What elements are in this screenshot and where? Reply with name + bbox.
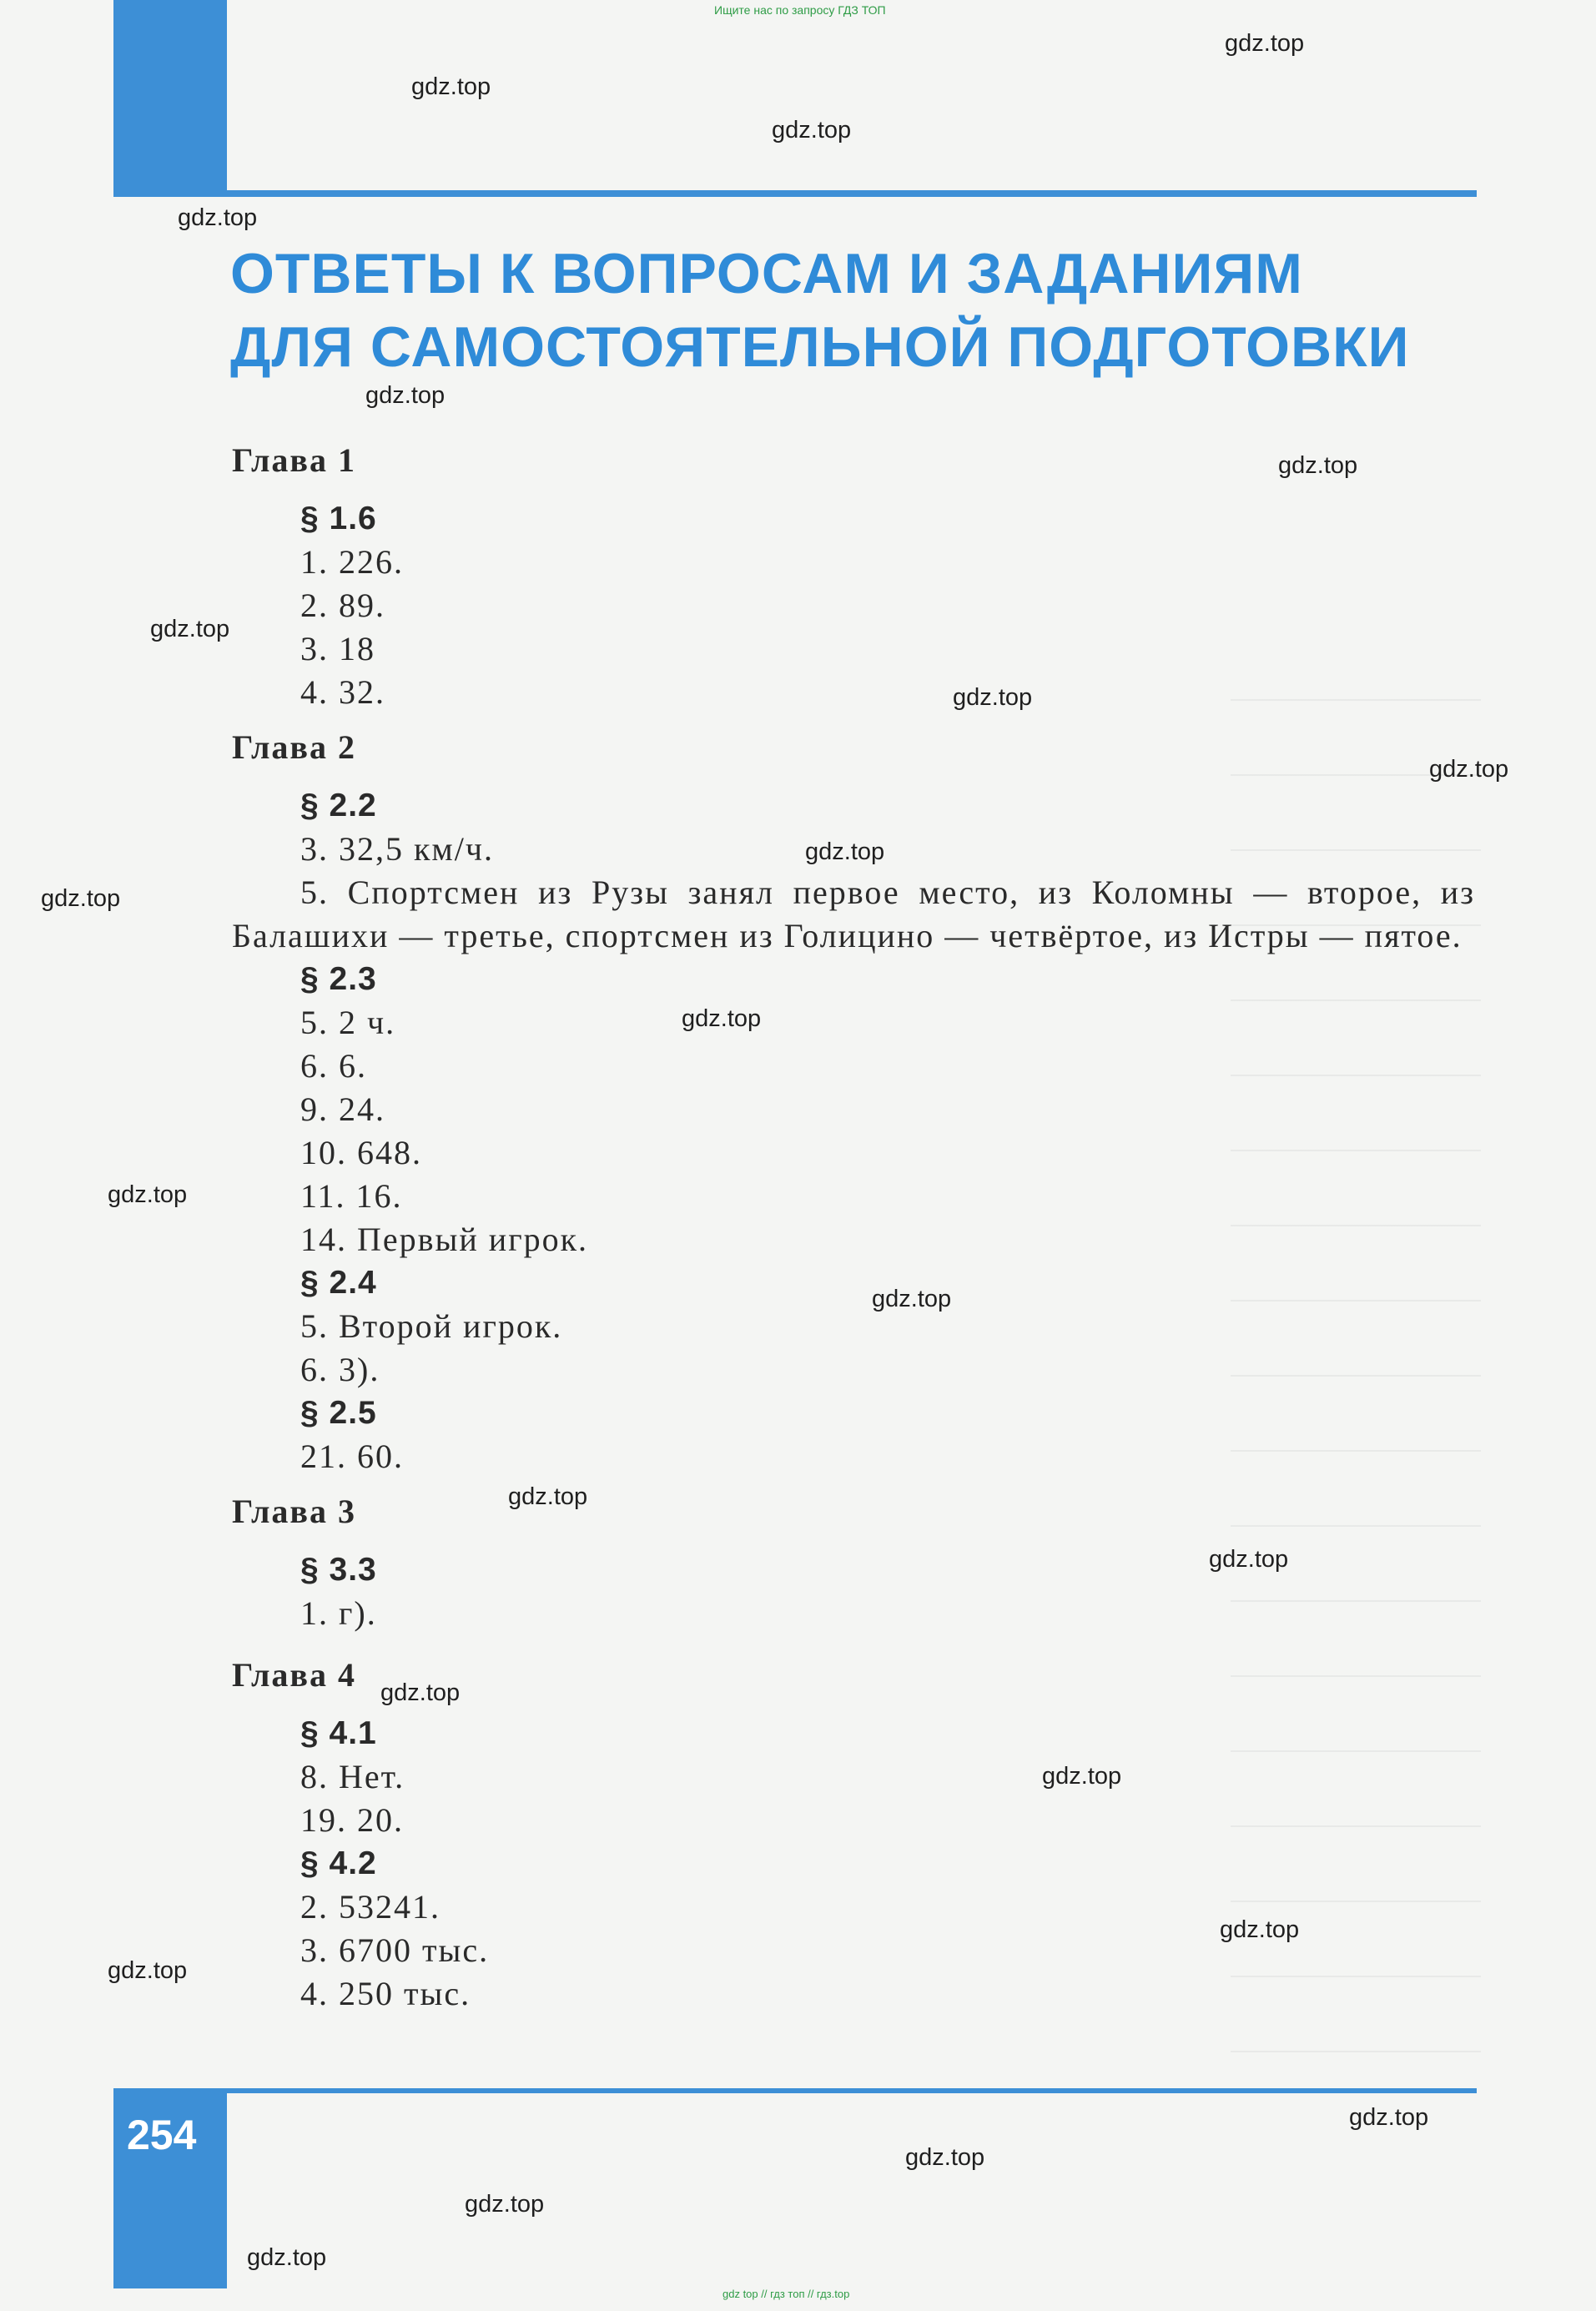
top-notice: Ищите нас по запросу ГДЗ ТОП — [714, 3, 886, 17]
section-heading: § 2.5 — [300, 1395, 377, 1431]
answer-line: 6. 6. — [300, 1047, 367, 1085]
answers-content — [232, 430, 1475, 2016]
section-heading: § 2.4 — [300, 1265, 377, 1301]
watermark: gdz.top — [380, 1679, 461, 1706]
watermark: gdz.top — [953, 684, 1033, 711]
chapter-heading: Глава 1 — [232, 441, 356, 479]
watermark: gdz.top — [108, 1181, 188, 1208]
watermark: gdz.top — [1349, 2104, 1429, 2131]
watermark: gdz.top — [682, 1005, 762, 1032]
answer-line: 6. 3). — [300, 1351, 380, 1388]
bottom-divider — [113, 2088, 1477, 2093]
top-divider — [113, 190, 1477, 197]
answer-line: 1. г). — [300, 1594, 377, 1632]
title-line-2: ДЛЯ САМОСТОЯТЕЛЬНОЙ ПОДГОТОВКИ — [230, 315, 1410, 379]
answer-line: 19. 20. — [300, 1801, 404, 1839]
answer-line: 4. 250 тыс. — [300, 1975, 471, 2012]
watermark: gdz.top — [1225, 30, 1305, 57]
watermark: gdz.top — [108, 1957, 188, 1984]
answer-line: 1. 226. — [300, 543, 404, 581]
answer-line: 21. 60. — [300, 1437, 404, 1475]
watermark: gdz.top — [365, 382, 446, 409]
watermark: gdz.top — [178, 204, 258, 231]
watermark: gdz.top — [1220, 1916, 1300, 1943]
answer-line: 10. 648. — [300, 1134, 422, 1171]
answer-paragraph: 5. Спортсмен из Рузы занял первое место, из Коломны — второе, из Балашихи — третье, спортсмен из Голицино — четвёртое, из Истры — пятое. — [232, 874, 1475, 954]
answer-line: 14. Первый игрок. — [300, 1221, 589, 1258]
chapter-heading: Глава 2 — [232, 728, 356, 766]
chapter-heading: Глава 4 — [232, 1656, 356, 1694]
answer-line: 2. 53241. — [300, 1888, 441, 1926]
watermark: gdz.top — [1429, 756, 1509, 783]
watermark: gdz.top — [465, 2191, 545, 2218]
title-line-1: ОТВЕТЫ К ВОПРОСАМ И ЗАДАНИЯМ — [230, 242, 1303, 305]
chapter-heading: Глава 3 — [232, 1493, 356, 1530]
answer-line: 4. 32. — [300, 673, 385, 711]
bottom-notice: gdz top // гдз топ // гдз.top — [722, 2288, 850, 2300]
watermark: gdz.top — [1209, 1546, 1289, 1573]
watermark: gdz.top — [772, 117, 852, 143]
watermark: gdz.top — [150, 616, 230, 642]
answer-line: 5. 2 ч. — [300, 1004, 396, 1041]
answer-line: 5. Второй игрок. — [300, 1307, 563, 1345]
answer-line: 3. 6700 тыс. — [300, 1931, 490, 1969]
watermark: gdz.top — [1042, 1763, 1122, 1790]
page-title — [230, 237, 1482, 384]
watermark: gdz.top — [247, 2244, 327, 2271]
watermark: gdz.top — [41, 885, 121, 912]
answer-line: 3. 32,5 км/ч. — [300, 830, 494, 868]
section-heading: § 4.2 — [300, 1845, 377, 1881]
watermark: gdz.top — [411, 73, 491, 100]
section-heading: § 2.3 — [300, 961, 377, 997]
answer-line: 9. 24. — [300, 1090, 385, 1128]
section-heading: § 2.2 — [300, 788, 377, 823]
watermark: gdz.top — [805, 838, 885, 865]
watermark: gdz.top — [905, 2144, 985, 2171]
answer-line: 3. 18 — [300, 630, 375, 667]
section-heading: § 1.6 — [300, 501, 377, 536]
section-heading: § 4.1 — [300, 1715, 377, 1751]
answer-line: 2. 89. — [300, 587, 385, 624]
answer-line: 11. 16. — [300, 1177, 403, 1215]
answer-line: 8. Нет. — [300, 1758, 405, 1795]
top-left-color-band — [113, 0, 227, 196]
section-heading: § 3.3 — [300, 1552, 377, 1588]
watermark: gdz.top — [508, 1483, 588, 1510]
page-number: 254 — [127, 2112, 197, 2158]
watermark: gdz.top — [1278, 452, 1358, 479]
watermark: gdz.top — [872, 1286, 952, 1312]
